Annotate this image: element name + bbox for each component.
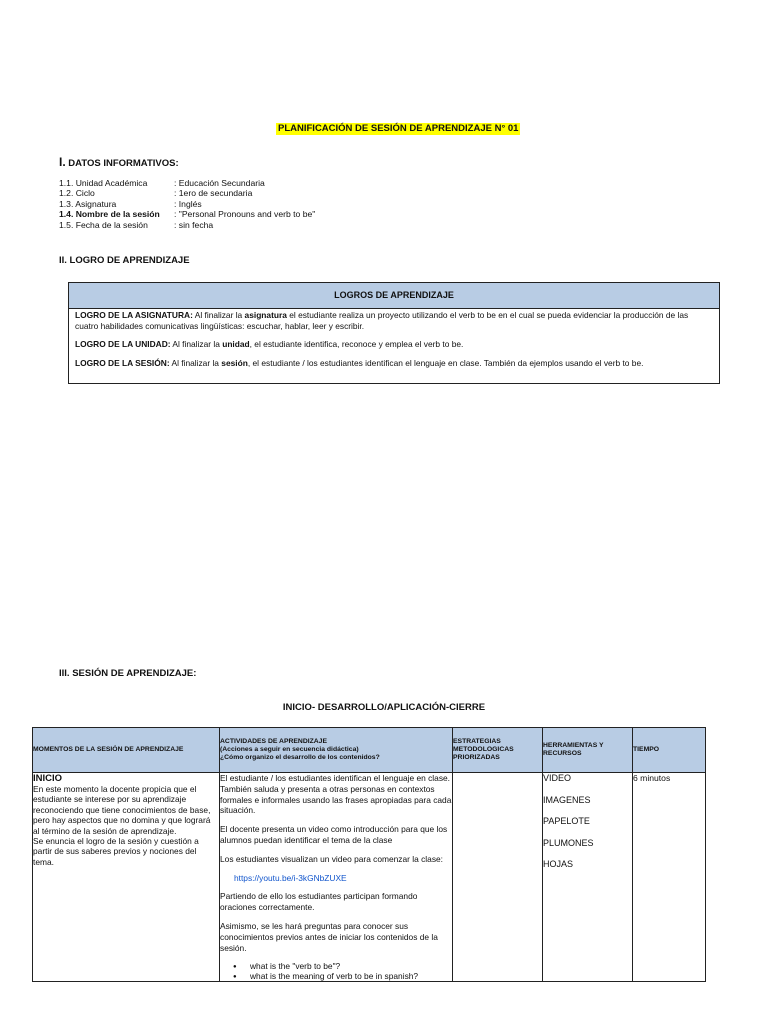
momento-label: INICIO <box>33 773 63 784</box>
info-row <box>59 199 315 209</box>
logro-bold: asignatura <box>244 310 287 320</box>
logro-asignatura <box>75 310 713 331</box>
info-key: 1.4. Nombre de la sesión <box>59 209 160 220</box>
info-row <box>59 178 315 188</box>
logro-unidad-label: LOGRO DE LA UNIDAD: <box>75 339 171 349</box>
info-value: : 1ero de secundaria <box>174 188 253 199</box>
question-item: ● what is the "verb to be"? <box>250 961 452 971</box>
section-3-heading: III. SESIÓN DE APRENDIZAJE: <box>59 668 197 679</box>
header-momentos: MOMENTOS DE LA SESIÓN DE APRENDIZAJE <box>33 728 220 773</box>
logros-box <box>68 282 720 384</box>
section-1-numeral: I. <box>59 155 66 169</box>
header-actividades-line: ¿Cómo organizo el desarrollo de los contenidos? <box>220 754 380 761</box>
datos-informativos-list <box>59 178 315 230</box>
table-row <box>33 773 706 982</box>
logro-text: , el estudiante / los estudiantes identifican el lenguaje en clase. También da ejemplos usando el verb to be. <box>247 357 644 368</box>
herramienta-item: HOJAS <box>543 859 574 869</box>
logro-sesion <box>75 358 713 369</box>
section-2-heading: II. LOGRO DE APRENDIZAJE <box>59 255 190 266</box>
info-key: 1.5. Fecha de la sesión <box>59 219 148 230</box>
logros-box-header: LOGROS DE APRENDIZAJE <box>69 283 719 309</box>
section-3-subheading: INICIO- DESARROLLO/APLICACIÓN-CIERRE <box>282 702 486 713</box>
info-value: : "Personal Pronouns and verb to be" <box>174 209 316 220</box>
actividad-paragraph: Partiendo de ello los estudiantes participan formando oraciones correctamente. <box>220 891 418 913</box>
table-header-row <box>33 728 706 773</box>
tiempo-cell: 6 minutos <box>633 773 706 982</box>
momento-text: Se enuncia el logro de la sesión y cuestión a partir de sus saberes previos y nociones del tema. <box>33 836 199 867</box>
logro-asignatura-label: LOGRO DE LA ASIGNATURA: <box>75 310 193 320</box>
momento-cell <box>33 773 220 982</box>
info-value: : Inglés <box>174 198 202 209</box>
herramienta-item: PLUMONES <box>543 837 594 848</box>
actividades-cell <box>220 773 453 982</box>
info-row <box>59 188 315 198</box>
header-tiempo: TIEMPO <box>633 728 706 773</box>
logro-unidad <box>75 339 713 350</box>
actividad-paragraph: Asimismo, se les hará preguntas para conocer sus conocimientos previos antes de iniciar los contenidos de la sesión. <box>220 920 438 953</box>
header-actividades-line: ACTIVIDADES DE APRENDIZAJE <box>220 738 328 745</box>
actividad-paragraph: El docente presenta un video como introducción para que los alumnos puedan identificar el tema de la clase <box>220 824 448 845</box>
logro-text: Al finalizar la <box>169 357 222 368</box>
info-value: : Educación Secundaria <box>174 178 265 188</box>
info-key: 1.2. Ciclo <box>59 188 95 199</box>
info-row <box>59 209 315 219</box>
question-item: ● what is the meaning of verb to be in spanish? <box>250 971 452 981</box>
header-actividades <box>220 728 453 773</box>
logro-text: Al finalizar la <box>192 310 245 320</box>
session-table <box>32 727 706 982</box>
section-1-heading <box>59 155 179 169</box>
logros-box-body <box>69 309 719 368</box>
logro-text: el estudiante realiza un proyecto utilizando el verb to be en el cual se pueda evidenciar la producción de las cuatro habilidades comunicativas lingüísticas: escuchar, hablar, leer y escribir. <box>75 310 689 331</box>
info-key: 1.3. Asignatura <box>59 198 117 209</box>
info-value: : sin fecha <box>174 219 214 230</box>
info-row <box>59 220 315 230</box>
herramienta-item: PAPELOTE <box>543 816 590 826</box>
actividad-paragraph: El estudiante / los estudiantes identifican el lenguaje en clase. También saluda y presenta a otras personas en contextos formales e informales usando las frases apropiadas para cada situación. <box>220 773 452 816</box>
question-list <box>220 961 452 981</box>
header-estrategias: ESTRATEGIAS METODOLOGICAS PRIORIZADAS <box>453 728 543 773</box>
logro-bold: unidad <box>222 339 250 349</box>
logro-sesion-label: LOGRO DE LA SESIÓN: <box>75 357 170 368</box>
herramientas-cell <box>543 773 633 982</box>
logro-text: , el estudiante identifica, reconoce y emplea el verb to be. <box>249 339 464 349</box>
estrategias-cell <box>453 773 543 982</box>
section-1-heading-text: DATOS INFORMATIVOS: <box>65 158 179 169</box>
logro-bold: sesión <box>221 357 248 368</box>
momento-text: En este momento la docente propicia que el estudiante se interese por su aprendizaje reconociendo que tiene conocimientos de base, pero hay aspectos que no domina y que logrará al término de la sesión de aprendizaje. <box>33 784 211 836</box>
herramienta-item: VIDEO <box>543 773 572 783</box>
video-link[interactable]: https://youtu.be/i-3kGNbZUXE <box>234 872 347 883</box>
document-title: PLANIFICACIÓN DE SESIÓN DE APRENDIZAJE N° 01 <box>278 123 519 134</box>
header-actividades-line: (Acciones a seguir en secuencia didáctica) <box>220 746 359 753</box>
info-key: 1.1. Unidad Académica <box>59 178 148 188</box>
actividad-paragraph: Los estudiantes visualizan un video para comenzar la clase: <box>220 853 443 864</box>
logro-text: Al finalizar la <box>170 339 223 349</box>
herramienta-item: IMAGENES <box>543 794 591 805</box>
header-herramientas: HERRAMIENTAS Y RECURSOS <box>543 728 633 773</box>
